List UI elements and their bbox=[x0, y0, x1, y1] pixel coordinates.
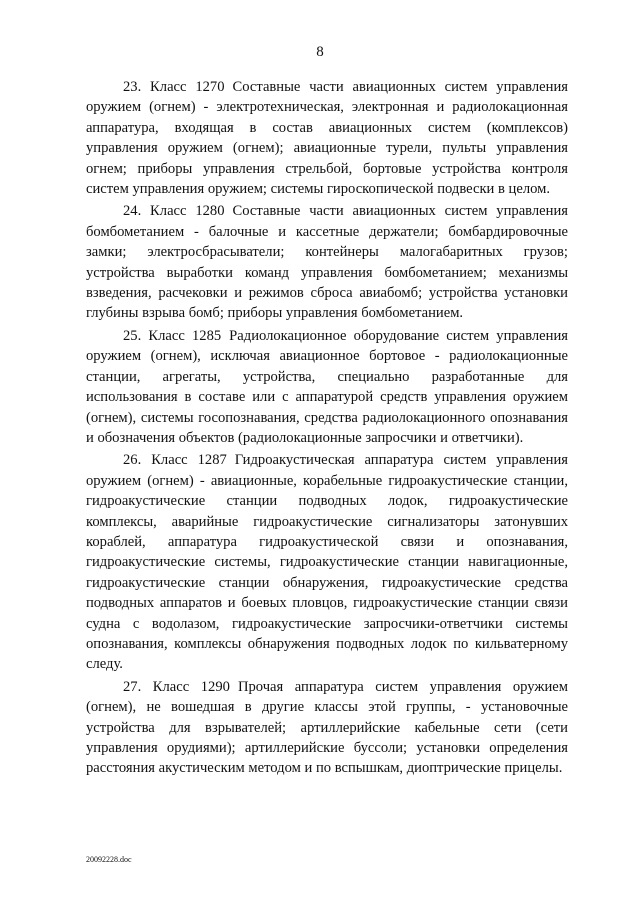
paragraph-class-1285 bbox=[86, 326, 568, 448]
paragraph-text: Гидроакустическая аппаратура систем управления оружием (огнем) - авиационные, корабельные гидроакустические станции, гидроакустические станции подводных лодок, гидроакустические комплексы, аварийные гидроакустические сигнализаторы затонувших кораблей, аппаратура гидроакустической связи и опознавания, гидроакустические системы, гидроакустические станции навигационные, гидроакустические станции обнаружения, гидроакустические средства подводных аппаратов и боевых пловцов, гидроакустические станции связи судна с водолазом, гидроакустические запросчики-ответчики системы опознавания, комплексы обнаружения подводных лодок по кильватерному следу. bbox=[86, 452, 568, 673]
paragraph-class-1280 bbox=[86, 201, 568, 323]
paragraph-number: 26. Класс 1287 bbox=[123, 452, 227, 469]
paragraph-class-1287 bbox=[86, 450, 568, 674]
paragraph-number: 25. Класс 1285 bbox=[123, 327, 222, 344]
paragraph-text: Составные части авиационных систем управления бомбометанием - балочные и кассетные держатели; бомбардировочные замки; электросбрасыватели; контейнеры малогабаритных грузов; устройства выработки команд управления бомбометанием; механизмы взведения, расчековки и режимов сброса авиабомб; устройства установки глубины взрыва бомб; приборы управления бомбометанием. bbox=[86, 203, 568, 322]
paragraph-class-1270 bbox=[86, 77, 568, 199]
paragraph-number: 23. Класс 1270 bbox=[123, 79, 225, 95]
paragraph-text: Составные части авиационных систем управления оружием (огнем) - электротехническая, электронная и радиолокационная аппаратура, входящая в состав авиационных систем (комплексов) управления оружием (огнем); авиационные турели, пульты управления огнем; приборы управления стрельбой, бортовые устройства контроля систем управления оружием; системы гироскопической подвески в целом. bbox=[86, 79, 568, 198]
paragraph-number: 27. Класс 1290 bbox=[123, 678, 230, 695]
page-number: 8 bbox=[316, 44, 324, 60]
paragraph-text: Прочая аппаратура систем управления оружием (огнем), не вошедшая в другие классы этой группы, - установочные устройства для взрывателей; артиллерийские кабельные сети (сети управления орудиями); артиллерийские буссоли; установки определения расстояния акустическим методом и по вспышкам, диоптрические прицелы. bbox=[86, 678, 568, 777]
paragraph-class-1290 bbox=[86, 677, 568, 779]
footer-file-name: 20092228.doc bbox=[86, 855, 132, 864]
document-body bbox=[86, 77, 568, 781]
paragraph-number: 24. Класс 1280 bbox=[123, 203, 225, 220]
paragraph-text: Радиолокационное оборудование систем управления оружием (огнем), исключая авиационное бортовое - радиолокационные станции, агрегаты, устройства, специально разработанные для использования в составе или с аппаратурой средств управления оружием (огнем), системы госопознавания, средства радиолокационного опознавания и обозначения объектов (радиолокационные запросчики и ответчики). bbox=[86, 327, 568, 446]
